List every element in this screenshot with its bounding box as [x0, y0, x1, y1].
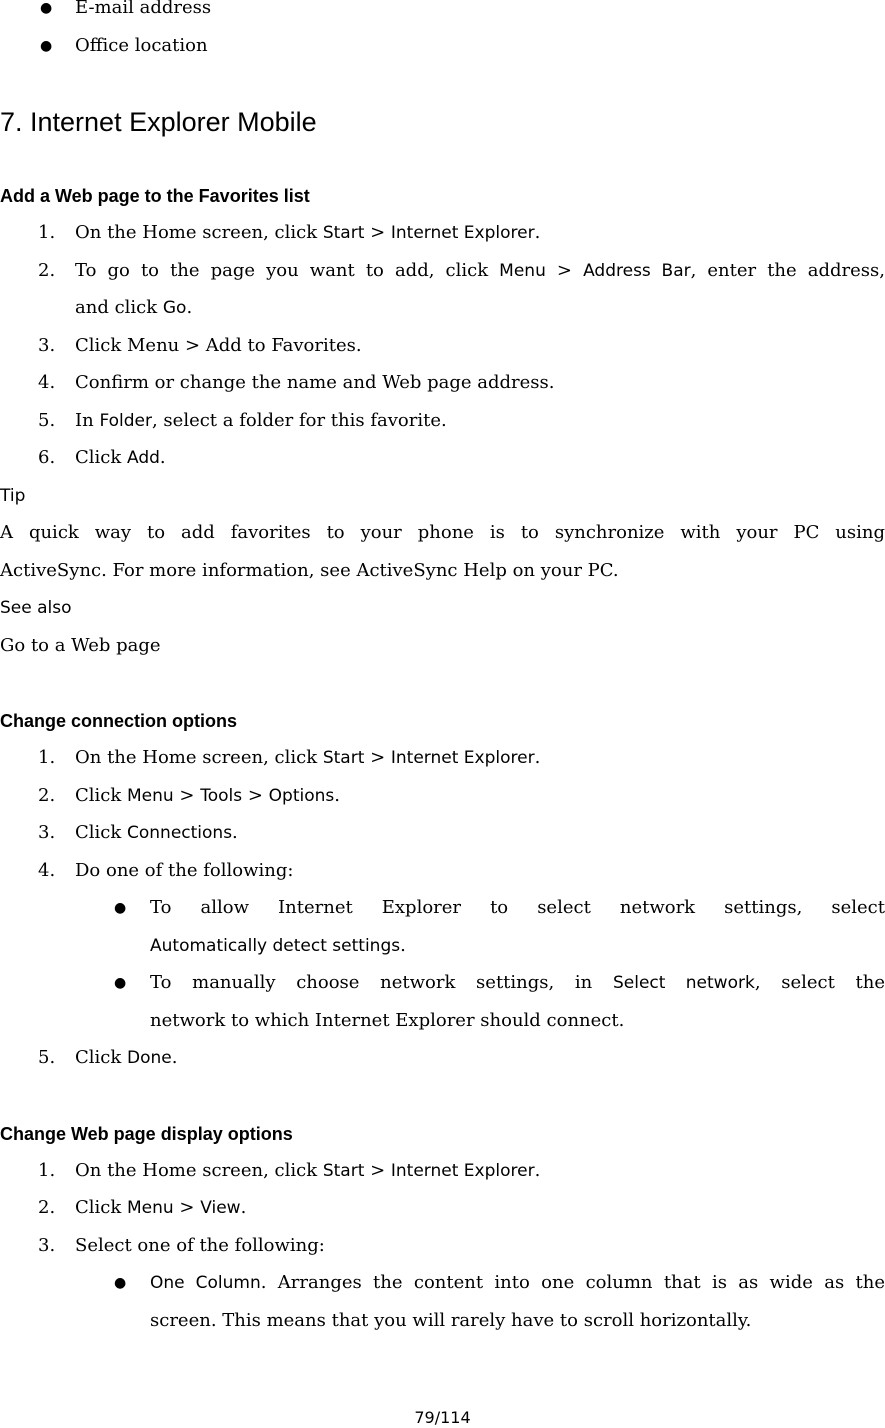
option-text-continued: network to which Internet Explorer should connect. [150, 1010, 625, 1031]
step-number: 3. [38, 335, 56, 356]
tip-label: Tip [0, 486, 26, 506]
step-number: 5. [38, 410, 56, 431]
step-number: 3. [38, 1235, 56, 1256]
step-number: 5. [38, 1047, 56, 1068]
chapter-title: 7. Internet Explorer Mobile [0, 107, 317, 137]
step-number: 1. [38, 1160, 56, 1181]
step-text: In Folder, select a folder for this favorite. [75, 410, 447, 431]
step-number: 2. [38, 785, 56, 806]
bullet-dot: ● [114, 1275, 127, 1291]
step-text: Click Connections. [75, 822, 238, 843]
list-item: E-mail address [75, 0, 212, 18]
step-text: Click Done. [75, 1047, 178, 1068]
step-text: Click Menu > Add to Favorites. [75, 335, 362, 356]
step-number: 1. [38, 222, 56, 243]
tip-text-continued: ActiveSync. For more information, see ActiveSync Help on your PC. [0, 560, 619, 581]
step-number: 6. [38, 447, 56, 468]
section-heading-favorites: Add a Web page to the Favorites list [0, 186, 310, 206]
step-number: 4. [38, 372, 56, 393]
step-text: Click Menu > View. [75, 1197, 247, 1218]
step-text-continued: and click Go. [75, 297, 193, 318]
step-number: 2. [38, 1197, 56, 1218]
step-text: On the Home screen, click Start > Internet Explorer. [75, 747, 541, 768]
step-text: On the Home screen, click Start > Internet Explorer. [75, 1160, 541, 1181]
list-item: Office location [75, 35, 208, 56]
tip-text: A quick way to add favorites to your phone is to synchronize with your PC using [0, 522, 885, 543]
step-number: 1. [38, 747, 56, 768]
option-text: One Column. Arranges the content into one column that is as wide as the [150, 1272, 885, 1293]
step-number: 4. [38, 860, 56, 881]
option-text: To manually choose network settings, in Select network, select the [150, 972, 885, 993]
bullet-dot: ● [114, 900, 127, 916]
option-text: To allow Internet Explorer to select network settings, select [150, 897, 885, 918]
step-text: Do one of the following: [75, 860, 294, 881]
section-heading-display: Change Web page display options [0, 1124, 293, 1144]
step-number: 2. [38, 260, 56, 281]
step-text: On the Home screen, click Start > Internet Explorer. [75, 222, 541, 243]
step-text: Confirm or change the name and Web page address. [75, 372, 555, 393]
bullet-dot: ● [114, 975, 127, 991]
option-text-continued: screen. This means that you will rarely have to scroll horizontally. [150, 1310, 752, 1331]
step-text: Select one of the following: [75, 1235, 325, 1256]
section-heading-connection: Change connection options [0, 711, 237, 731]
step-text: Click Menu > Tools > Options. [75, 785, 340, 806]
bullet-dot: ● [40, 0, 53, 16]
option-text-continued: Automatically detect settings. [150, 935, 406, 956]
see-also-link[interactable]: Go to a Web page [0, 635, 161, 656]
step-text: To go to the page you want to add, click Menu > Address Bar, enter the address, [75, 260, 885, 281]
page-number: 79/114 [414, 1408, 471, 1427]
step-number: 3. [38, 822, 56, 843]
bullet-dot: ● [40, 38, 53, 54]
see-also-label: See also [0, 598, 72, 618]
step-text: Click Add. [75, 447, 166, 468]
